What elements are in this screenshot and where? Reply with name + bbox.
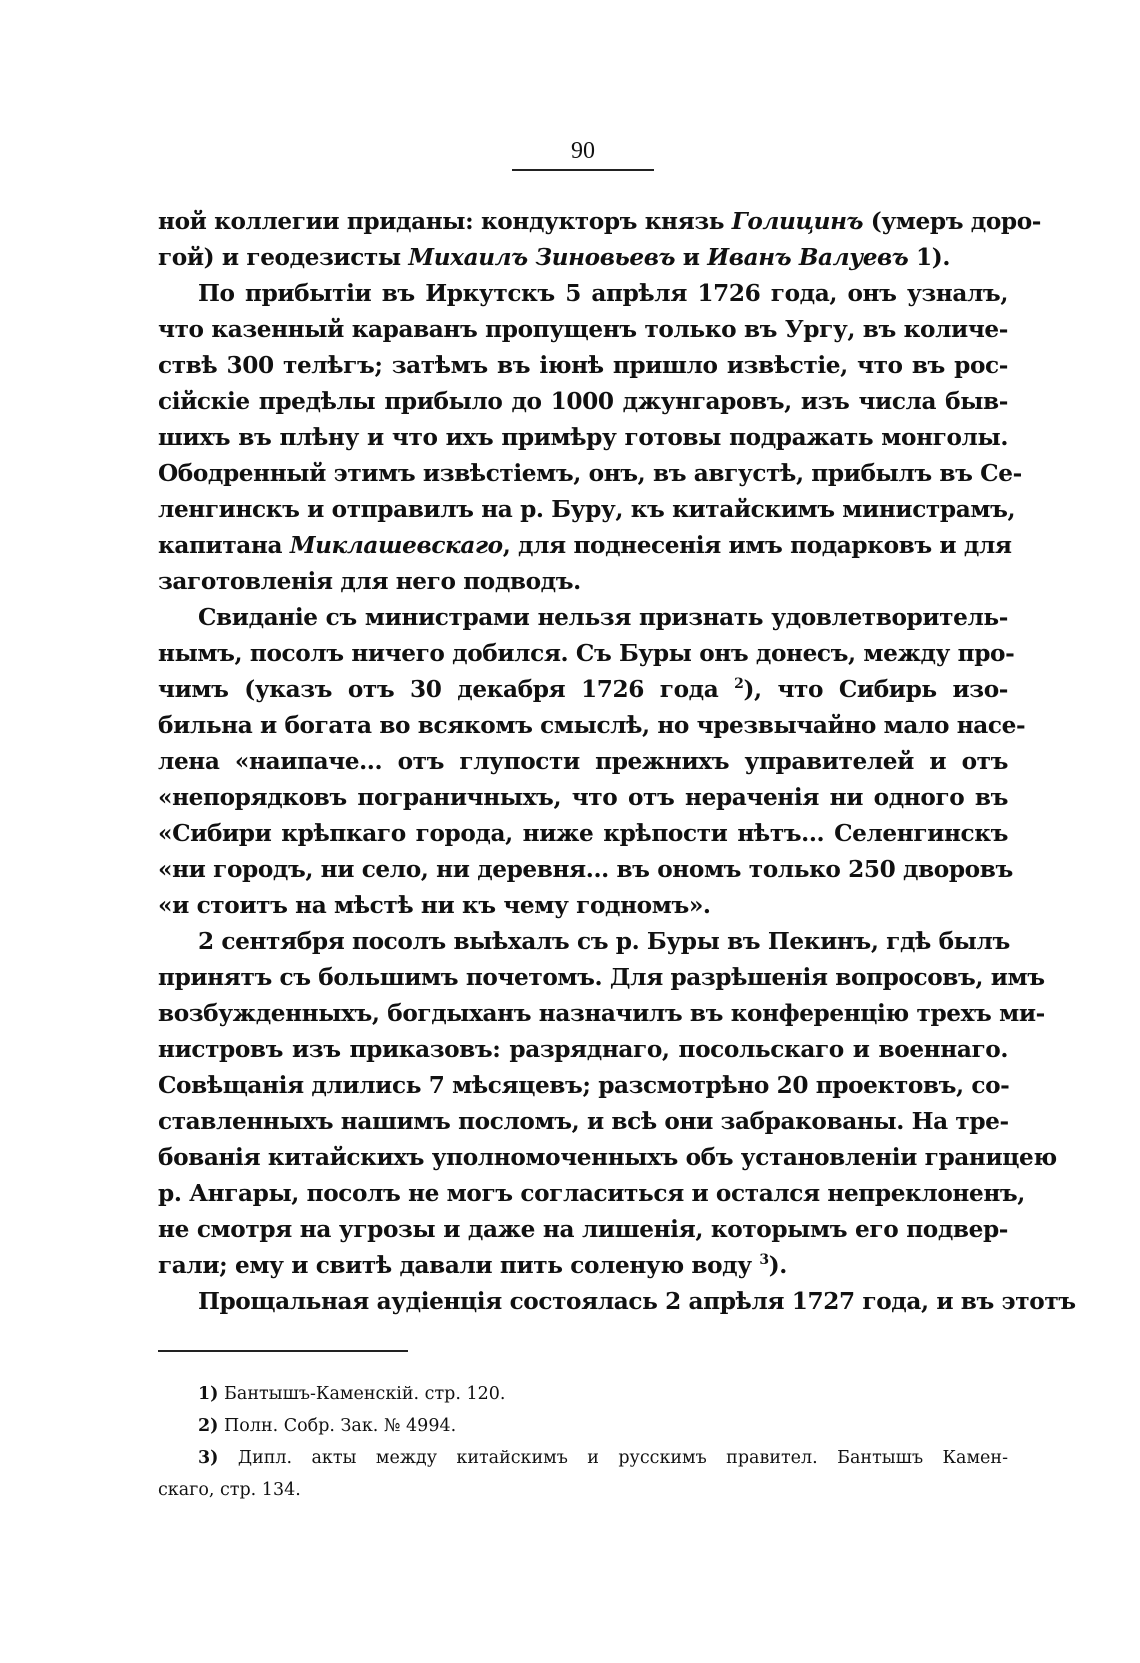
text-line [158, 744, 1008, 780]
text-run: нистровъ изъ приказовъ: разряднаго, посольскаго и военнаго. [158, 1036, 1008, 1063]
text-line [158, 852, 1013, 888]
header-rule [512, 169, 654, 171]
text-run: сійскіе предѣлы прибыло до 1000 джунгаровъ, изъ числа быв- [158, 388, 1008, 415]
text-run: Свиданіе съ министрами нельзя признать удовлетворитель- [198, 604, 1008, 631]
text-line [158, 1104, 1008, 1140]
footnote [198, 1378, 1008, 1410]
text-line [158, 240, 1008, 276]
footnote-mark: 3) [198, 1448, 219, 1468]
footnote-ref: 2 [734, 676, 744, 692]
text-line [158, 1140, 1057, 1176]
text-run: «непорядковъ пограничныхъ, что отъ нераченія ни одного въ [158, 784, 1008, 811]
footnotes [158, 1378, 1008, 1506]
text-line [158, 960, 1045, 996]
footnote [198, 1442, 1008, 1474]
text-run: ), что Сибирь изо- [743, 676, 1008, 703]
text-run: лена «наипаче... отъ глупости прежнихъ управителей и отъ [158, 748, 1008, 775]
text-run: бованія китайскихъ уполномоченныхъ объ установленіи границею [158, 1144, 1057, 1171]
text-run: Прощальная аудіенція состоялась 2 апрѣля 1727 года, и въ этотъ [198, 1288, 1076, 1315]
text-line [158, 888, 1008, 924]
text-run: ствѣ 300 телѣгъ; затѣмъ въ іюнѣ пришло извѣстіе, что въ рос- [158, 352, 1008, 379]
text-line [158, 1068, 1008, 1104]
text-line [158, 672, 1008, 708]
text-line [158, 1032, 1008, 1068]
text-line [158, 1284, 1076, 1320]
footnote-mark: 1) [198, 1384, 219, 1404]
text-run: и [675, 244, 708, 271]
text-line [158, 816, 1008, 852]
footnote-text: скаго, стр. 134. [158, 1480, 301, 1500]
text-line [158, 276, 1008, 312]
text-run: нымъ, посолъ ничего добился. Съ Буры онъ донесъ, между про- [158, 640, 1015, 667]
text-line [158, 708, 1026, 744]
page-number: 90 [571, 138, 595, 164]
text-line [158, 348, 1008, 384]
body-text [158, 204, 1076, 1320]
text-line [158, 204, 1041, 240]
text-line [158, 1176, 1025, 1212]
text-run: ). [768, 1252, 787, 1279]
footnote-text: Дипл. акты между китайскимъ и русскимъ правител. Бантышъ Камен- [218, 1448, 1008, 1468]
text-line [158, 528, 1012, 564]
text-line [158, 996, 1045, 1032]
text-run: заготовленія для него подводъ. [158, 568, 581, 595]
text-run: возбужденныхъ, богдыханъ назначилъ въ конференцію трехъ ми- [158, 1000, 1045, 1027]
person-name: Голицинъ [731, 208, 864, 235]
footnote-rule [158, 1350, 408, 1352]
text-run: не смотря на угрозы и даже на лишенія, которымъ его подвер- [158, 1216, 1008, 1243]
text-run: ставленныхъ нашимъ посломъ, и всѣ они забракованы. На тре- [158, 1108, 1009, 1135]
text-run: , для поднесенія имъ подарковъ и для [502, 532, 1012, 559]
text-line [158, 564, 1008, 600]
text-line [158, 456, 1022, 492]
text-run: шихъ въ плѣну и что ихъ примѣру готовы подражать монголы. [158, 424, 1008, 451]
text-run: (умеръ доро- [863, 208, 1041, 235]
text-run: ленгинскъ и отправилъ на р. Буру, къ китайскимъ министрамъ, [158, 496, 1016, 523]
text-line [158, 1212, 1008, 1248]
person-name: Михаилъ Зиновьевъ [408, 244, 676, 271]
text-run: 2 сентября посолъ выѣхалъ съ р. Буры въ Пекинъ, гдѣ былъ [198, 928, 1010, 955]
text-run: р. Ангары, посолъ не могъ согласиться и остался непреклоненъ, [158, 1180, 1025, 1207]
text-run: чимъ (указъ отъ 30 декабря 1726 года [158, 676, 735, 703]
text-run: что казенный караванъ пропущенъ только въ Ургу, въ количе- [158, 316, 1008, 343]
text-run: бильна и богата во всякомъ смыслѣ, но чрезвычайно мало насе- [158, 712, 1026, 739]
text-line [158, 312, 1008, 348]
text-run: 1). [908, 244, 950, 271]
text-line [158, 924, 1008, 960]
text-run: принятъ съ большимъ почетомъ. Для разрѣшенія вопросовъ, имъ [158, 964, 1045, 991]
text-line [158, 384, 1008, 420]
person-name: Миклашевскаго [289, 532, 503, 559]
text-run: капитана [158, 532, 290, 559]
footnote-mark: 2) [198, 1416, 219, 1436]
text-run: «и стоитъ на мѣстѣ ни къ чему годномъ». [158, 892, 711, 919]
text-run: «Сибири крѣпкаго города, ниже крѣпости нѣтъ... Селенгинскъ [158, 820, 1008, 847]
person-name: Иванъ Валуевъ [707, 244, 909, 271]
text-run: Совѣщанія длились 7 мѣсяцевъ; разсмотрѣно 20 проектовъ, со- [158, 1072, 1010, 1099]
text-run: гали; ему и свитѣ давали пить соленую воду [158, 1252, 760, 1279]
footnote-text: Полн. Собр. Зак. № 4994. [218, 1416, 457, 1436]
text-run: ной коллегии приданы: кондукторъ князь [158, 208, 732, 235]
footnote-ref: 3 [759, 1252, 769, 1268]
footnote [158, 1474, 1008, 1506]
text-run: Ободренный этимъ извѣстіемъ, онъ, въ августѣ, прибылъ въ Се- [158, 460, 1022, 487]
text-line [158, 1248, 1008, 1284]
footnote [198, 1410, 1008, 1442]
text-run: гой) и геодезисты [158, 244, 409, 271]
text-run: По прибытіи въ Иркутскъ 5 апрѣля 1726 года, онъ узналъ, [198, 280, 1008, 307]
text-line [158, 420, 1008, 456]
text-run: «ни городъ, ни село, ни деревня... въ ономъ только 250 дворовъ [158, 856, 1013, 883]
text-line [158, 636, 1015, 672]
text-line [158, 600, 1008, 636]
text-line [158, 492, 1016, 528]
text-line [158, 780, 1008, 816]
footnote-text: Бантышъ-Каменскій. стр. 120. [218, 1384, 506, 1404]
